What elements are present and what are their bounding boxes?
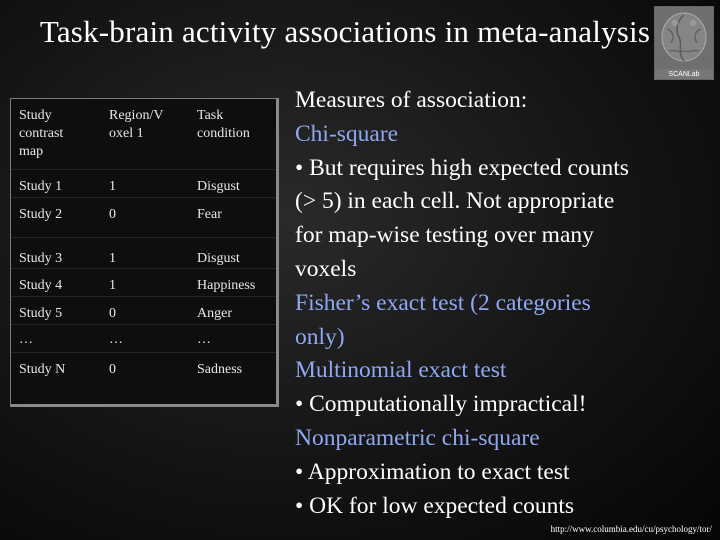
text-line: • Computationally impractical! xyxy=(295,391,587,418)
slide-title: Task-brain activity associations in meta-analysis xyxy=(39,14,651,49)
text-line: for map-wise testing over many xyxy=(295,222,594,249)
header-region-voxel: Region/V oxel 1 xyxy=(101,99,189,169)
table-cell: Happiness xyxy=(189,268,276,296)
table-header-row xyxy=(11,99,276,169)
text-line: Fisher’s exact test (2 categories xyxy=(295,289,591,316)
table-cell: … xyxy=(189,324,276,352)
text-line: Nonparametric chi-square xyxy=(295,424,540,451)
table-row xyxy=(11,324,276,352)
table-row xyxy=(11,296,276,324)
table-row xyxy=(11,268,276,296)
table-cell: 0 xyxy=(109,361,116,377)
table-row xyxy=(11,237,276,268)
table-cell: Study 1 xyxy=(11,169,101,197)
table-cell: Study 2 xyxy=(11,197,101,237)
text-line: voxels xyxy=(295,255,357,282)
table-cell: 1 xyxy=(101,237,189,268)
table-cell: Fear xyxy=(189,197,276,237)
brain-logo-icon xyxy=(655,7,713,69)
header-study-contrast-map: Study contrast map xyxy=(11,99,101,169)
table-cell: Sadness xyxy=(197,361,243,377)
table-cell: Disgust xyxy=(189,237,276,268)
table-cell: Disgust xyxy=(189,169,276,197)
footer-url-link[interactable]: http://www.columbia.edu/cu/psychology/tor/ xyxy=(550,524,712,534)
text-line: Chi-square xyxy=(295,120,399,147)
study-table xyxy=(10,98,279,407)
table-cell: Anger xyxy=(189,296,276,324)
text-line: • OK for low expected counts xyxy=(295,492,575,519)
text-line: • Approximation to exact test xyxy=(295,458,570,485)
table-cell: Study 4 xyxy=(11,268,101,296)
table-row xyxy=(11,169,276,197)
table-row xyxy=(11,352,276,392)
table-cell: 0 xyxy=(101,296,189,324)
text-line: • But requires high expected counts xyxy=(295,154,629,181)
header-task-condition: Task condition xyxy=(189,99,276,169)
table-cell: Study N xyxy=(19,361,66,377)
table-cell: 1 xyxy=(101,268,189,296)
table-row xyxy=(11,197,276,237)
table-cell: 0 xyxy=(101,197,189,237)
association-measures-text xyxy=(295,84,715,523)
text-line: Measures of association: xyxy=(295,87,528,113)
logo-label: SCANLab xyxy=(668,71,700,78)
scanlab-logo xyxy=(654,6,714,80)
text-line: Multinomial exact test xyxy=(295,357,507,384)
table-cell: Study 5 xyxy=(11,296,101,324)
table-cell: … xyxy=(101,324,189,352)
table-cell: … xyxy=(11,324,101,352)
text-line: only) xyxy=(295,323,345,350)
table-cell: Study 3 xyxy=(11,237,101,268)
text-line: (> 5) in each cell. Not appropriate xyxy=(295,188,615,215)
table-cell: 1 xyxy=(101,169,189,197)
